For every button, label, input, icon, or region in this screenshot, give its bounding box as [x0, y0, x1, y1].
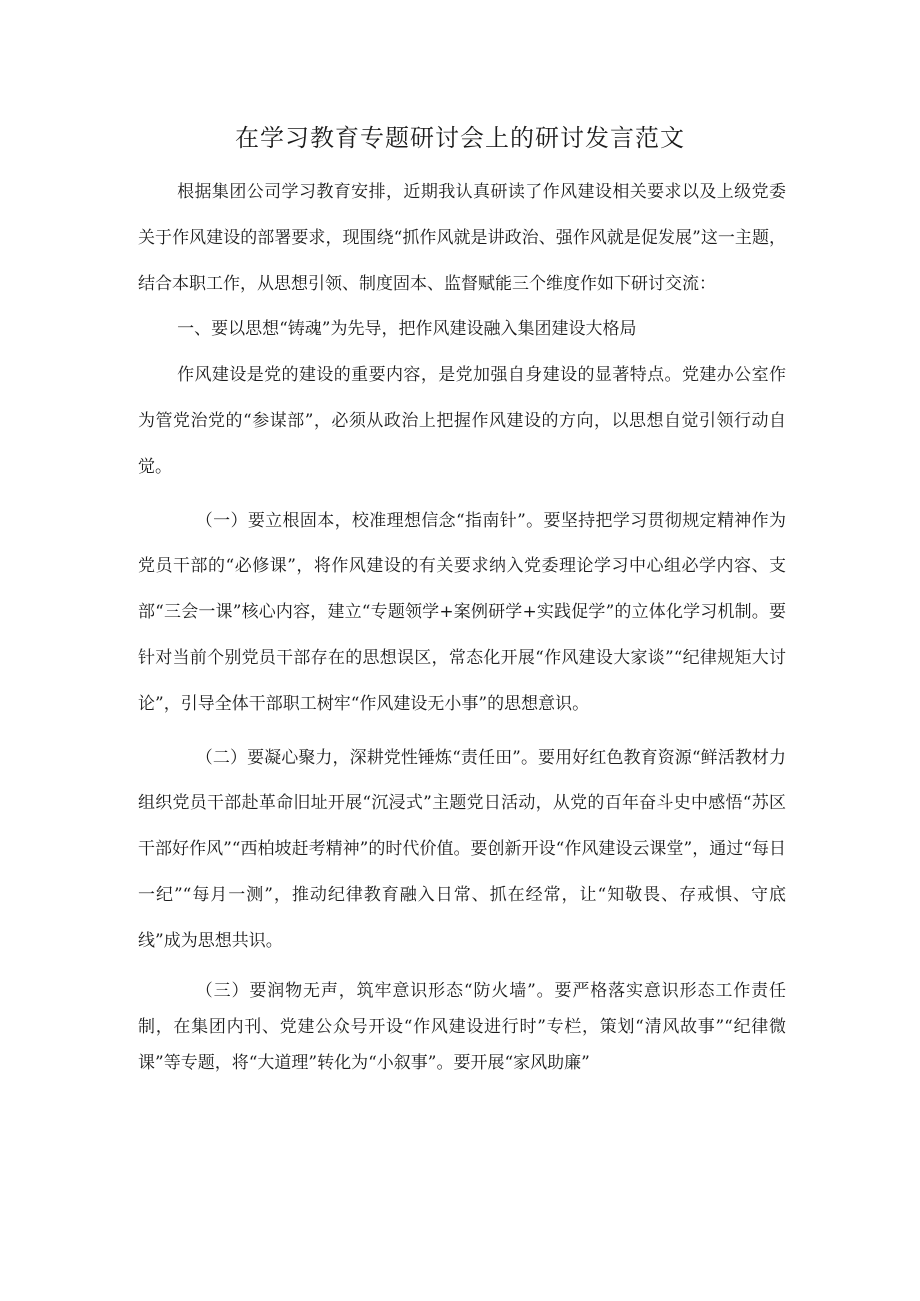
subsection-paragraph: （三）要润物无声，筑牢意识形态“防火墙”。要严格落实意识形态工作责任制，在集团内刊、党建公众号开设“作风建设进行时”专栏，策划“清风故事”“纪律微课”等专题，将“大道理”转化为“小叙事”。要开展“家风助廉”: [138, 980, 786, 1073]
body-paragraph: 作风建设是党的建设的重要内容，是党加强自身建设的显著特点。党建办公室作为管党治党的“参谋部”，必须从政治上把握作风建设的方向，以思想自觉引领行动自觉。: [138, 365, 786, 477]
section-heading: 一、要以思想“铸魂”为先导，把作风建设融入集团建设大格局: [177, 319, 637, 340]
document-title: 在学习教育专题研讨会上的研讨发言范文: [235, 124, 685, 152]
subsection-paragraph: （一）要立根固本，校准理想信念“指南针”。要坚持把学习贯彻规定精神作为党员干部的“必修课”，将作风建设的有关要求纳入党委理论学习中心组必学内容、支部“三会一课”核心内容，建立“专题领学+案例研学+实践促学”的立体化学习机制。要针对当前个别党员干部存在的思想误区，常态化开展“作风建设大家谈”“纪律规矩大讨论”，引导全体干部职工树牢“作风建设无小事”的思想意识。: [138, 510, 786, 714]
intro-paragraph: 根据集团公司学习教育安排，近期我认真研读了作风建设相关要求以及上级党委关于作风建设的部署要求，现围绕“抓作风就是讲政治、强作风就是促发展”这一主题，结合本职工作，从思想引领、制度固本、监督赋能三个维度作如下研讨交流：: [138, 182, 786, 294]
subsection-paragraph: （二）要凝心聚力，深耕党性锤炼“责任田”。要用好红色教育资源“鲜活教材力组织党员干部赴革命旧址开展“沉浸式”主题党日活动，从党的百年奋斗史中感悟“苏区干部好作风”“西柏坡赶考精神”的时代价值。要创新开设“作风建设云课堂”，通过“每日一纪”“每月一测”，推动纪律教育融入日常、抓在经常，让“知敬畏、存戒惧、守底线”成为思想共识。: [138, 747, 786, 951]
document-body: [138, 170, 786, 1081]
